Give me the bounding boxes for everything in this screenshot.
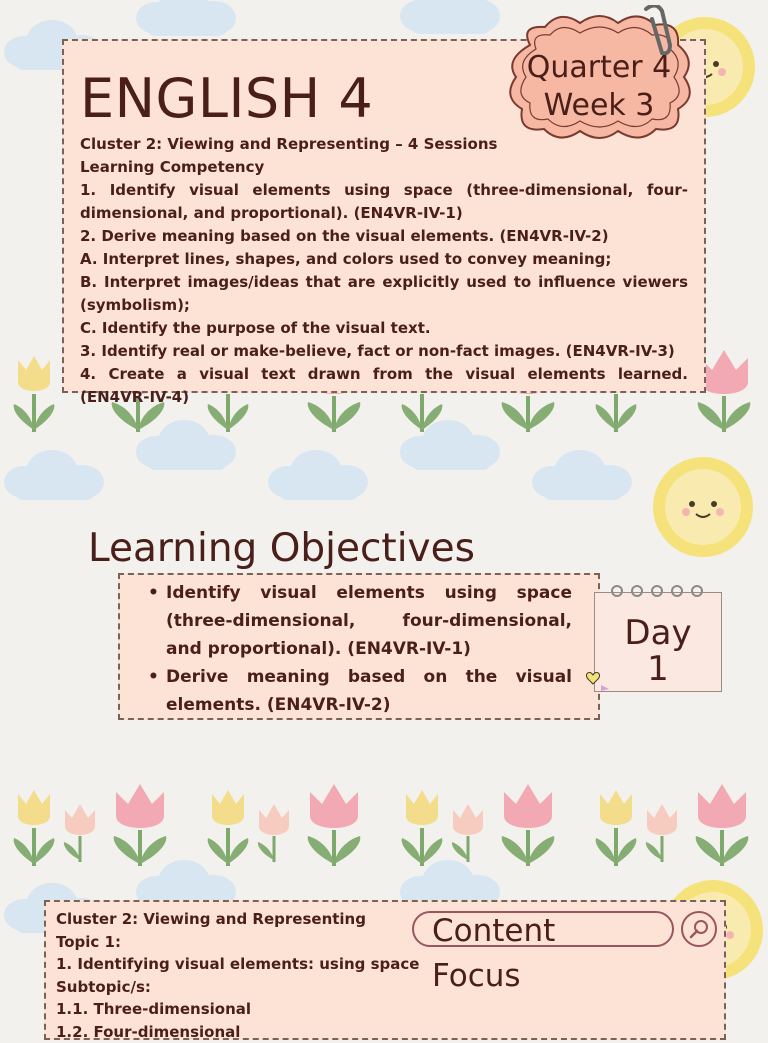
content-line: Subtopic/s: [56, 976, 714, 999]
content-line: Topic 1: [56, 931, 714, 954]
content-line: 1. Identifying visual elements: using space [56, 953, 714, 976]
focus-label: Focus [432, 956, 521, 996]
calendar-rings-icon [595, 583, 721, 603]
competency-item: 4. Create a visual text drawn from the visual elements learned. (EN4VR-IV-4) [80, 363, 688, 409]
quarter-text: Quarter 4 [500, 49, 698, 87]
objective-item: • Identify visual elements using space (three-dimensional, four-dimensional, and proportional). (EN4VR-IV-1) [140, 579, 572, 663]
objectives-list [140, 579, 572, 719]
competency-item: 1. Identify visual elements using space (three-dimensional, four-dimensional, and proportional). (EN4VR-IV-1) [80, 179, 688, 225]
page-title: ENGLISH 4 [80, 67, 688, 131]
content-line: 1.2. Four-dimensional [56, 1021, 714, 1043]
competency-item: A. Interpret lines, shapes, and colors used to convey meaning; [80, 248, 688, 271]
content-line: 1.1. Three-dimensional [56, 998, 714, 1021]
cluster-line: Cluster 2: Viewing and Representing – 4 Sessions [80, 133, 688, 156]
competency-item: 2. Derive meaning based on the visual elements. (EN4VR-IV-2) [80, 225, 688, 248]
competency-item: 3. Identify real or make-believe, fact or non-fact images. (EN4VR-IV-3) [80, 340, 688, 363]
content-line: Cluster 2: Viewing and Representing [56, 908, 714, 931]
heart-icon [585, 665, 615, 695]
search-button[interactable] [681, 911, 717, 947]
day-calendar-card [594, 592, 722, 692]
search-icon [683, 913, 715, 945]
objectives-title: Learning Objectives [88, 524, 475, 574]
objectives-card [118, 573, 600, 720]
quarter-week-badge [500, 5, 700, 143]
day-text: Day [595, 615, 721, 651]
competency-item: C. Identify the purpose of the visual text. [80, 317, 688, 340]
week-text: Week 3 [500, 87, 698, 125]
content-pill-label: Content [432, 913, 555, 949]
quarter-label [500, 49, 698, 125]
competency-heading: Learning Competency [80, 156, 688, 179]
objective-item: • Derive meaning based on the visual elements. (EN4VR-IV-2) [140, 663, 572, 719]
competency-item: B. Interpret images/ideas that are explicitly used to influence viewers (symbolism); [80, 271, 688, 317]
content-pill [412, 911, 674, 947]
day-number: 1 [595, 651, 721, 687]
